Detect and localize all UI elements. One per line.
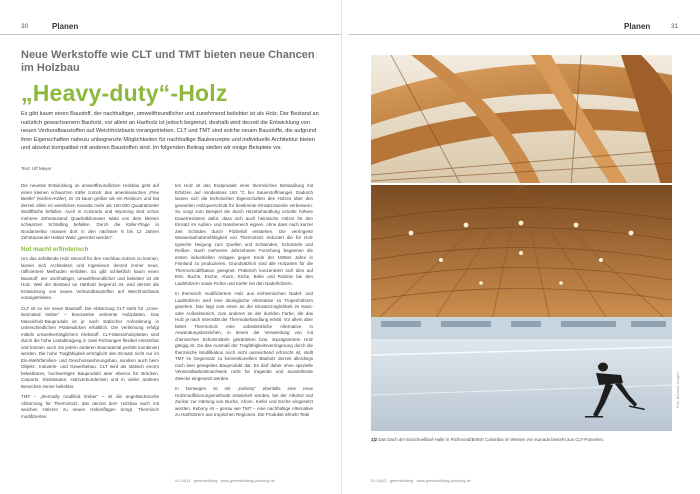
paragraph: Um das anfallende Holz sinnvoll für den Hochbau nutzen zu können, lassen sich Architekten und Ingenieure derzeit immer neue, raffiniertere Methoden einfallen. Es gibt schließlich kaum einen Baustoff, der nachhaltiger, umweltfreundlicher und beliebter ist als Holz. Weil der Bestand an Hartholz begrenzt ist, wird derzeit die Entwicklung von neuen Verbundbaustoffen auf Weichholzbasis vorangetrieben. xyxy=(21,256,159,300)
section-label: Planen xyxy=(624,22,651,31)
paragraph: TMT – „thermally modified timber“ – ist die angelsächsische Abkürzung für Thermoholz, das derzeit dem Holzbau auch mit weichen Hölzern zu neuen Höhenflügen bringt. Thermisch modifiziertes xyxy=(21,394,159,419)
text-column-2 xyxy=(175,183,313,423)
paragraph: In thermisch modifiziertem Holz aus einheimischen Nadel- und Laubhölzern wird eine ökologische Alternative zu Tropenhölzern gesehen. Das liegt zum einen an der Einsatzmöglichkeit im Nass- oder Außenbereich, zum anderen an der dunklen Farbe, die das Holz je nach Intensität der Thermobehandlung erhält. Vor allem aber bietet Thermoholz eine unbedenkliche Alternative in Anwendungsbereichen, in denen die Verwendung von mit chemischen Schutzmitteln getränktem bzw. imprägniertem Holz gängig ist. Da das Ausmaß der Tragfähigkeitsverringerung durch die thermische Modifikation noch nicht ausreichend erforscht ist, stellt TMT im Gegensatz zu konventionellem Bauholz derzeit allerdings noch kein geregeltes Bauprodukt dar. Es darf daher ohne spezielle Verwendbarkeitsnachweis nicht für tragende und aussteifende Zwecke eingesetzt werden. xyxy=(175,291,313,381)
left-page xyxy=(0,0,342,494)
arena-interior-photo xyxy=(371,185,672,431)
subheading: Not macht erfinderisch xyxy=(21,245,89,253)
page-number: 30 xyxy=(21,23,29,30)
section-label: Planen xyxy=(52,22,79,31)
arena-roof-photo xyxy=(371,55,672,431)
page-number: 31 xyxy=(671,23,679,30)
caption-label: 1|2 xyxy=(371,437,378,442)
article-lead: Es gibt kaum einen Baustoff, der nachhaltiger, umweltfreundlicher und zunehmend beliebter ist als Holz. Der Bestand an natürlich gewachsenem Bauholz, vor allem an Hartholz ist jedoch begrenzt, deshalb wird derzeit die Entwicklung von neuen Verbundbaustoffen auf Weichholzbasis vorangetrieben. CLT und TMT sind solche neuen Baustoffe, die aufgrund ihrer Eigenschaften nahezu unbegrenzte Möglichkeiten für nachhaltige Baukonzepte und individuelle Architektur bieten und absolut kompatibel mit anderen Baustoffen sind. Im folgenden Beitrag stellen wir einige Beispiele vor. xyxy=(21,111,319,151)
page-footer: 01-04|13 · greenbuilding · www.greenbuilding-planning.de xyxy=(371,478,471,483)
right-page-header xyxy=(348,0,700,35)
photo-caption xyxy=(371,437,671,443)
right-page xyxy=(348,0,700,494)
paragraph: CLT ist so ein neuer Baustoff. Die Abkürzung CLT steht für „cross-laminated timber“ – kreuzweise verleimte Holzplatten. Das Massivholz-Bauprodukt ist je nach statischer Anforderung in unterschiedlichen Plattendicken erhältlich. Die Verleimung erfolgt mittels umweltverträglichem Klebstoff. CLT-Massivholzplatten sind durch die hohe Lastabtragung in zwei Richtungen flexibel einsetzbar und können auch mit jedem anderen Baumaterial perfekt kombiniert werden. Die hohe Tragfähigkeit ermöglicht den Einsatz nicht nur im Ein-/Mehrfamilien- und Geschosswohnungsbau, sondern auch beim Objekt-, Industrie- und Gewerbebau. CLT wird als statisch enorm belastbares, hochwertiges Bauprodukt aber ebenso für Brücken, Carports, Kleinbauten, Holzverbundecken und in vielen anderen Bereichen immer beliebter. xyxy=(21,305,159,389)
text-column-1 xyxy=(21,183,159,424)
photo-credit: Foto: Boehmer Images xyxy=(676,372,680,408)
paragraph: tes Holz ist das Endprodukt einer thermischen Behandlung mit Erhitzen auf mindestens 160 °C bei Sauerstoffmangel. Dadurch lassen sich die technischen Eigenschaften des Holzes über den gesamten Holzquerschnitt für bestimmte Einsatzzwecke verbessern. So sorgt zum Beispiel die durch Hitzebehandlung erzielte höhere Dauerresistenz dafür, dass sich auch heimische Hölzer für den Einsatz im Außen- und Nassbereich eignen, ohne dass nach kurzer Zeit Schäden durch Pilzbefall entstehen. Die verringerte Wasseraufnahmefähigkeit von Thermoholz reduziert die für Holz typische Neigung zum Quellen und Schwinden, Schüsseln und Reißen. Nach mehreren Jahrzehnten Forschung begannen die ersten industriellen Anlagen gegen Ende der 1990er Jahre in Finnland zu produzieren. Grundsätzlich sind alle Holzarten für die Thermomodifikation geeignet. Praktisch konzentriert sich dies auf Erle, Buche, Esche, Ahorn, Eiche, Birke und Robinie bei den Laubhölzern sowie Fichte und Kiefer bei den Nadelhölzern. xyxy=(175,183,313,286)
paragraph: Die neueste Entwicklung im umweltfreundlichen Holzbau geht auf einen kleinen schwarzen Käfer zurück: den amerikanischen „Pine Beetle“ (Kiefern-Käfer). Er ist kaum größer als ein Reiskorn und hat derzeit allein im westlichen Kanada mehr als 160.000 Quadratmeter Waldfläche befallen. Auch in Colorado und Wyoming sind schon mehrere Zehntausend Quadratkilometer Wald von dem kleinen schwarzen Schädling befallen. Durch die Käfer-Plage in Nordamerika müssen dort in den nächsten 8 bis 12 Jahren Zehntausende Hektar Wald „geerntet werden“. xyxy=(21,183,159,240)
left-page-header xyxy=(0,0,342,35)
roof-detail-photo xyxy=(371,55,672,185)
article-kicker: Neue Werkstoffe wie CLT und TMT bieten neue Chancen im Holzbau xyxy=(21,49,315,74)
caption-text: Das Dach der Eisschnelllauf-Halle in Richmond/British Columbia im Westen von Kanada besteht aus CLT-Paneelen. xyxy=(378,437,605,442)
article-author: Text: Ulf Meyer xyxy=(21,166,52,171)
page-footer: 01-04|13 · greenbuilding · www.greenbuilding-planning.de xyxy=(175,478,275,483)
paragraph: In Norwegen ist mit „Kebony“ ebenfalls eine neue Holzmodifizierungsmethode entwickelt worden, bei der Alkohol und Zucker zur Härtung von Buche, Ahorn, Kiefer und Esche eingesetzt werden. Kebony ist – genau wie TMT – eine nachhaltige Alternative zu Harthölzern aus tropischen Regionen. Die Produkte ähneln Teak xyxy=(175,386,313,417)
article-title: „Heavy-duty“-Holz xyxy=(21,80,228,106)
